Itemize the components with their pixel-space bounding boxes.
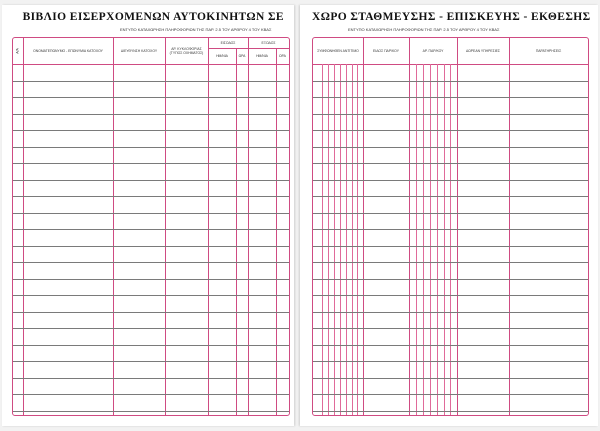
money-rule (444, 64, 445, 415)
money-rule (450, 64, 451, 415)
row-rule (13, 295, 289, 296)
right-page-subtitle: ΕΝΤΥΠΟ ΚΑΤΑΧΩΡΗΣΗ ΠΛΗΡΟΦΟΡΙΩΝ ΤΗΣ ΠΑΡ. 2.5 ΤΟΥ ΑΡΘΡΟΥ 4 ΤΟΥ ΚΒΑΣ (348, 27, 500, 32)
right-page (300, 5, 598, 426)
column-rule (276, 48, 277, 415)
row-rule (313, 114, 588, 115)
row-rule (13, 130, 289, 131)
column-header-entry-date: ΗΜ/ΝΙΑ (216, 54, 228, 58)
row-rule (313, 394, 588, 395)
row-rule (313, 262, 588, 263)
money-rule (334, 64, 335, 415)
row-rule (13, 147, 289, 148)
column-header-doc-no: ΑΡ. ΠΑΡ/ΚΟΥ (422, 49, 444, 53)
column-rule (165, 38, 166, 415)
money-rule (357, 64, 358, 415)
column-rule (409, 38, 410, 415)
row-rule (13, 213, 289, 214)
row-rule (313, 130, 588, 131)
column-header-amount: ΣΥΜΦΩΝΗΘΕΝ ΑΝΤΙΤΙΜΟ (317, 49, 359, 53)
column-header-address: ΔΙΕΥΘΥΝΣΗ ΚΑΤΟΧΟΥ (120, 49, 158, 53)
row-rule (313, 378, 588, 379)
row-rule (13, 196, 289, 197)
money-rule (322, 64, 323, 415)
row-rule (13, 163, 289, 164)
money-rule (416, 64, 417, 415)
column-rule (248, 38, 249, 415)
right-ledger-grid (312, 37, 589, 416)
row-rule (313, 295, 588, 296)
row-rule (13, 81, 289, 82)
row-rule (13, 378, 289, 379)
row-rule (313, 328, 588, 329)
money-rule (352, 64, 353, 415)
row-rule (13, 328, 289, 329)
row-rule (313, 81, 588, 82)
column-header-vehicle: ΑΡ. ΚΥΚΛΟΦΟΡΙΑΣ (ΤΥΠΟΣ ΟΧΗΜΑΤΟΣ) (169, 47, 204, 55)
money-rule (430, 64, 431, 415)
row-rule (313, 163, 588, 164)
money-rule (423, 64, 424, 415)
row-rule (13, 114, 289, 115)
column-rule (113, 38, 114, 415)
column-header-free-services: ΔΩΡΕΑΝ ΥΠΗΡΕΣΙΕΣ (466, 49, 500, 53)
row-rule (13, 345, 289, 346)
column-rule (23, 38, 24, 415)
column-header-entry-time: ΩΡΑ (238, 54, 246, 58)
column-header-aa: Α/Α (16, 48, 20, 54)
row-rule (13, 312, 289, 313)
row-rule (13, 279, 289, 280)
row-rule (313, 229, 588, 230)
row-rule (313, 196, 588, 197)
money-rule (340, 64, 341, 415)
column-header-exit-time: ΩΡΑ (279, 54, 286, 58)
money-rule (328, 64, 329, 415)
row-rule (13, 180, 289, 181)
money-rule (346, 64, 347, 415)
column-header-entry: ΕΙΣΟΔΟΣ (220, 41, 236, 45)
row-rule (313, 345, 588, 346)
left-ledger-grid (12, 37, 290, 416)
column-header-exit: ΕΞΟΔΟΣ (261, 41, 276, 45)
column-header-doc-type: ΕΙΔΟΣ ΠΑΡ/ΚΟΥ (373, 49, 399, 53)
row-rule (13, 394, 289, 395)
money-rule (437, 64, 438, 415)
column-rule (236, 48, 237, 415)
row-rule (313, 213, 588, 214)
row-rule (13, 229, 289, 230)
column-rule (457, 38, 458, 415)
left-page-subtitle: ΕΝΤΥΠΟ ΚΑΤΑΧΩΡΗΣΗ ΠΛΗΡΟΦΟΡΙΩΝ ΤΗΣ ΠΑΡ. 2.5 ΤΟΥ ΑΡΘΡΟΥ 4 ΤΟΥ ΚΒΑΣ (120, 27, 272, 32)
row-rule (13, 361, 289, 362)
row-rule (313, 180, 588, 181)
column-rule (363, 38, 364, 415)
column-rule (208, 38, 209, 415)
column-header-exit-date: ΗΜ/ΝΙΑ (256, 54, 268, 58)
row-rule (313, 361, 588, 362)
row-rule (13, 97, 289, 98)
row-rule (313, 411, 588, 412)
row-rule (313, 246, 588, 247)
row-rule (13, 262, 289, 263)
column-header-remarks: ΠΑΡΑΤΗΡΗΣΕΙΣ (535, 49, 562, 53)
row-rule (313, 279, 588, 280)
left-page-title: ΒΙΒΛΙΟ ΕΙΣΕΡΧΟΜΕΝΩΝ ΑΥΤΟΚΙΝΗΤΩΝ ΣΕ (22, 11, 284, 23)
column-header-owner: ΟΝΟΜΑΤΕΠΩΝΥΜΟ - ΕΠΩΝΥΜΙΑ ΚΑΤΟΧΟΥ (33, 49, 103, 53)
row-rule (313, 97, 588, 98)
left-page (2, 5, 294, 426)
row-rule (13, 411, 289, 412)
column-rule (509, 38, 510, 415)
row-rule (313, 147, 588, 148)
row-rule (13, 246, 289, 247)
row-rule (313, 312, 588, 313)
right-page-title: ΧΩΡΟ ΣΤΑΘΜΕΥΣΗΣ - ΕΠΙΣΚΕΥΗΣ - ΕΚΘΕΣΗΣ (312, 11, 591, 23)
